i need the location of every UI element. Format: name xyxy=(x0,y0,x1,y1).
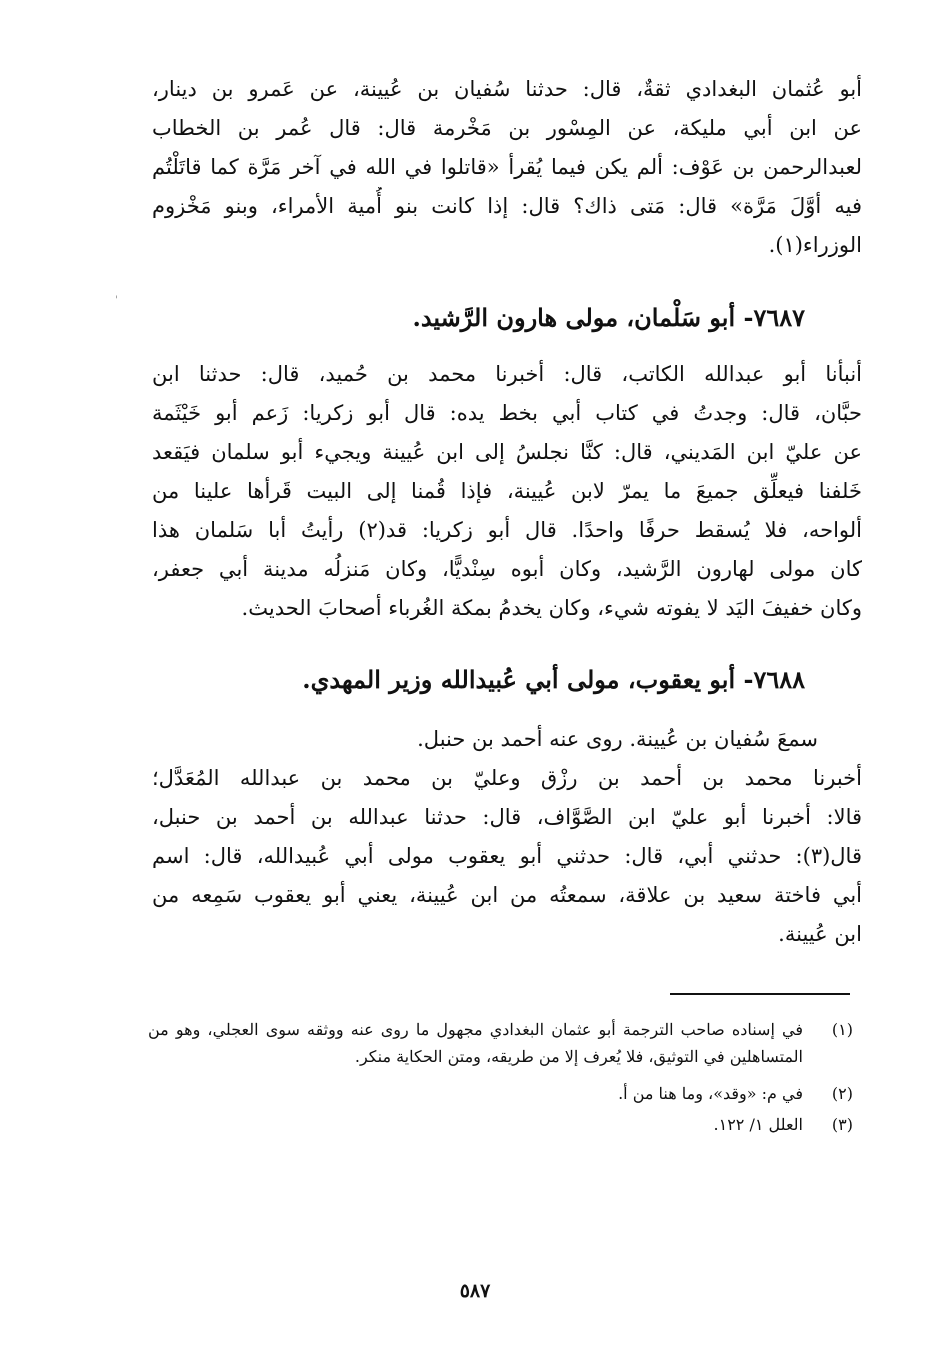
footnote-divider xyxy=(670,993,850,995)
footnote-number: (١) xyxy=(831,1020,853,1039)
text-line: أبو عُثمان البغدادي ثقةٌ، قال: حدثنا سُفيان بن عُيينة، عن عَمرو بن دينار، xyxy=(152,77,862,101)
text-line: الوزراء(١). xyxy=(768,233,862,257)
footnote xyxy=(148,1016,853,1070)
text-line: ابن عُيينة. xyxy=(778,922,862,946)
footnote xyxy=(148,1080,853,1107)
entry-7686-tail xyxy=(152,70,862,265)
text-line: عن عليّ ابن المَديني، قال: كنَّا نجلسُ إلى ابن عُيينة ويجيء أبو سلمان فيَقعد xyxy=(152,440,862,464)
margin-mark: ' xyxy=(115,295,118,306)
text-line: فيه أوَّلَ مَرَّة» قال: مَتى ذاك؟ قال: إذا كانت بنو أُمية الأمراء، وبنو مَخْزوم xyxy=(152,194,862,218)
entry-7687-heading: ٧٦٨٧- أبو سَلْمان، مولى هارون الرَّشيد. xyxy=(412,303,805,332)
text-line: ألواحه، فلا يُسقط حرفًا واحدًا. قال أبو زكريا: قد(٢) رأيتُ أبا سَلمان هذا xyxy=(152,518,862,542)
text-line: حبَّان، قال: وجدتُ في كتاب أبي بخط يده: قال أبو زكريا: زَعم أبو خَيْثَمة xyxy=(152,401,862,425)
text-line: عن ابن أبي مليكة، عن المِسْور بن مَخْرمة قال: قال عُمر بن الخطاب xyxy=(152,116,862,140)
footnote-text: في إسناده صاحب الترجمة أبو عثمان البغدادي مجهول ما روى عنه ووثقه سوى العجلي، وهو من المتساهلين في التوثيق، فلا يُعرف إلا من طريقه، ومتن الحكاية منكر. xyxy=(148,1020,803,1066)
footnotes xyxy=(148,1016,853,1138)
footnote xyxy=(148,1111,853,1138)
text-line: قالا: أخبرنا أبو عليّ ابن الصَّوَّاف، قال: حدثنا عبدالله بن أحمد بن حنبل، xyxy=(152,805,862,829)
entry-7688-heading: ٧٦٨٨- أبو يعقوب، مولى أبي عُبيدالله وزير المهدي. xyxy=(302,665,805,694)
text-line: أنبأنا أبو عبدالله الكاتب، قال: أخبرنا محمد بن حُميد، قال: حدثنا ابن xyxy=(152,362,862,386)
page-number: ٥٨٧ xyxy=(459,1280,491,1302)
text-line: أبي فاختة سعيد بن علاقة، سمعتُه من ابن عُيينة، يعني أبو يعقوب سَمِعه من xyxy=(152,883,862,907)
text-line: خَلفنا فيعلِّق جميعَ ما يمرّ لابن عُيينة، فإذا قُمنا إلى البيت قَرأها علينا من xyxy=(152,479,862,503)
text-line: كان مولى لهارون الرَّشيد، وكان أبوه سِنْديًّا، وكان مَنزلُه مدينة أبي جعفر، xyxy=(152,557,862,581)
text-line: سمعَ سُفيان بن عُيينة. روى عنه أحمد بن حنبل. xyxy=(417,727,818,751)
text-line: أخبرنا محمد بن أحمد بن رزْق وعليّ بن محمد بن عبدالله المُعَدَّل؛ xyxy=(152,766,862,790)
entry-7688-body xyxy=(152,720,862,954)
footnote-number: (٢) xyxy=(831,1084,853,1103)
footnote-text: العلل ١/ ١٢٢. xyxy=(713,1115,803,1134)
footnote-number: (٣) xyxy=(831,1115,853,1134)
entry-7687-body xyxy=(152,355,862,628)
text-line: لعبدالرحمن بن عَوْف: ألم يكن فيما يُقرأ «قاتلوا في الله في آخر مَرَّة كما قاتَلْتُم xyxy=(152,155,862,179)
text-line: قال(٣): حدثني أبي، قال: حدثني أبو يعقوب مولى أبي عُبيدالله، قال: اسم xyxy=(152,844,862,868)
text-line: وكان خفيفَ اليَد لا يفوته شيء، وكان يخدمُ بمكة الغُرباء أصحابَ الحديث. xyxy=(241,596,862,620)
footnote-text: في م: «وقد»، وما هنا من أ. xyxy=(618,1084,803,1103)
